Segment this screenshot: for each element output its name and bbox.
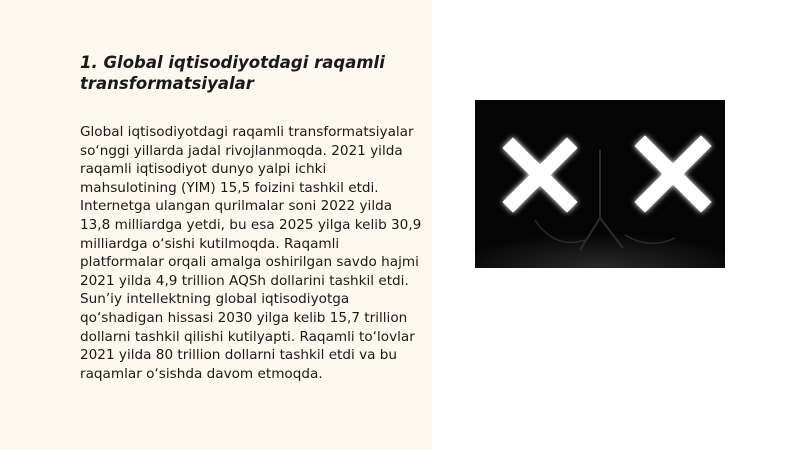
two-glowing-x-icon: [475, 100, 725, 268]
slide-title: 1. Global iqtisodiyotdagi raqamli transformatsiyalar: [80, 53, 385, 93]
slide-body-text: Global iqtisodiyotdagi raqamli transformatsiyalar so‘nggi yillarda jadal rivojlanmoqda. 2021 yilda raqamli iqtisodiyot dunyo yalpi ichki mahsulotining (YIM) 15,5 foizini tashkil etdi. Internetga ulangan qurilmalar soni 2022 yilda 13,8 milliardga yetdi, bu esa 2025 yilga kelib 30,9 milliardga o‘sishi kutilmoqda. Raqamli platformalar orqali amalga oshirilgan savdo hajmi 2021 yilda 4,9 trillion AQSh dollarini tashkil etdi. Sun’iy intellektning global iqtisodiyotga qo‘shadigan hissasi 2030 yilga kelib 15,7 trillion dollarni tashkil qilishi kutilyapti. Raqamli to‘lovlar 2021 yilda 80 trillion dollarni tashkil etdi va bu raqamlar o‘sishda davom etmoqda.: [80, 124, 422, 382]
glowing-x-photo: [475, 100, 725, 268]
